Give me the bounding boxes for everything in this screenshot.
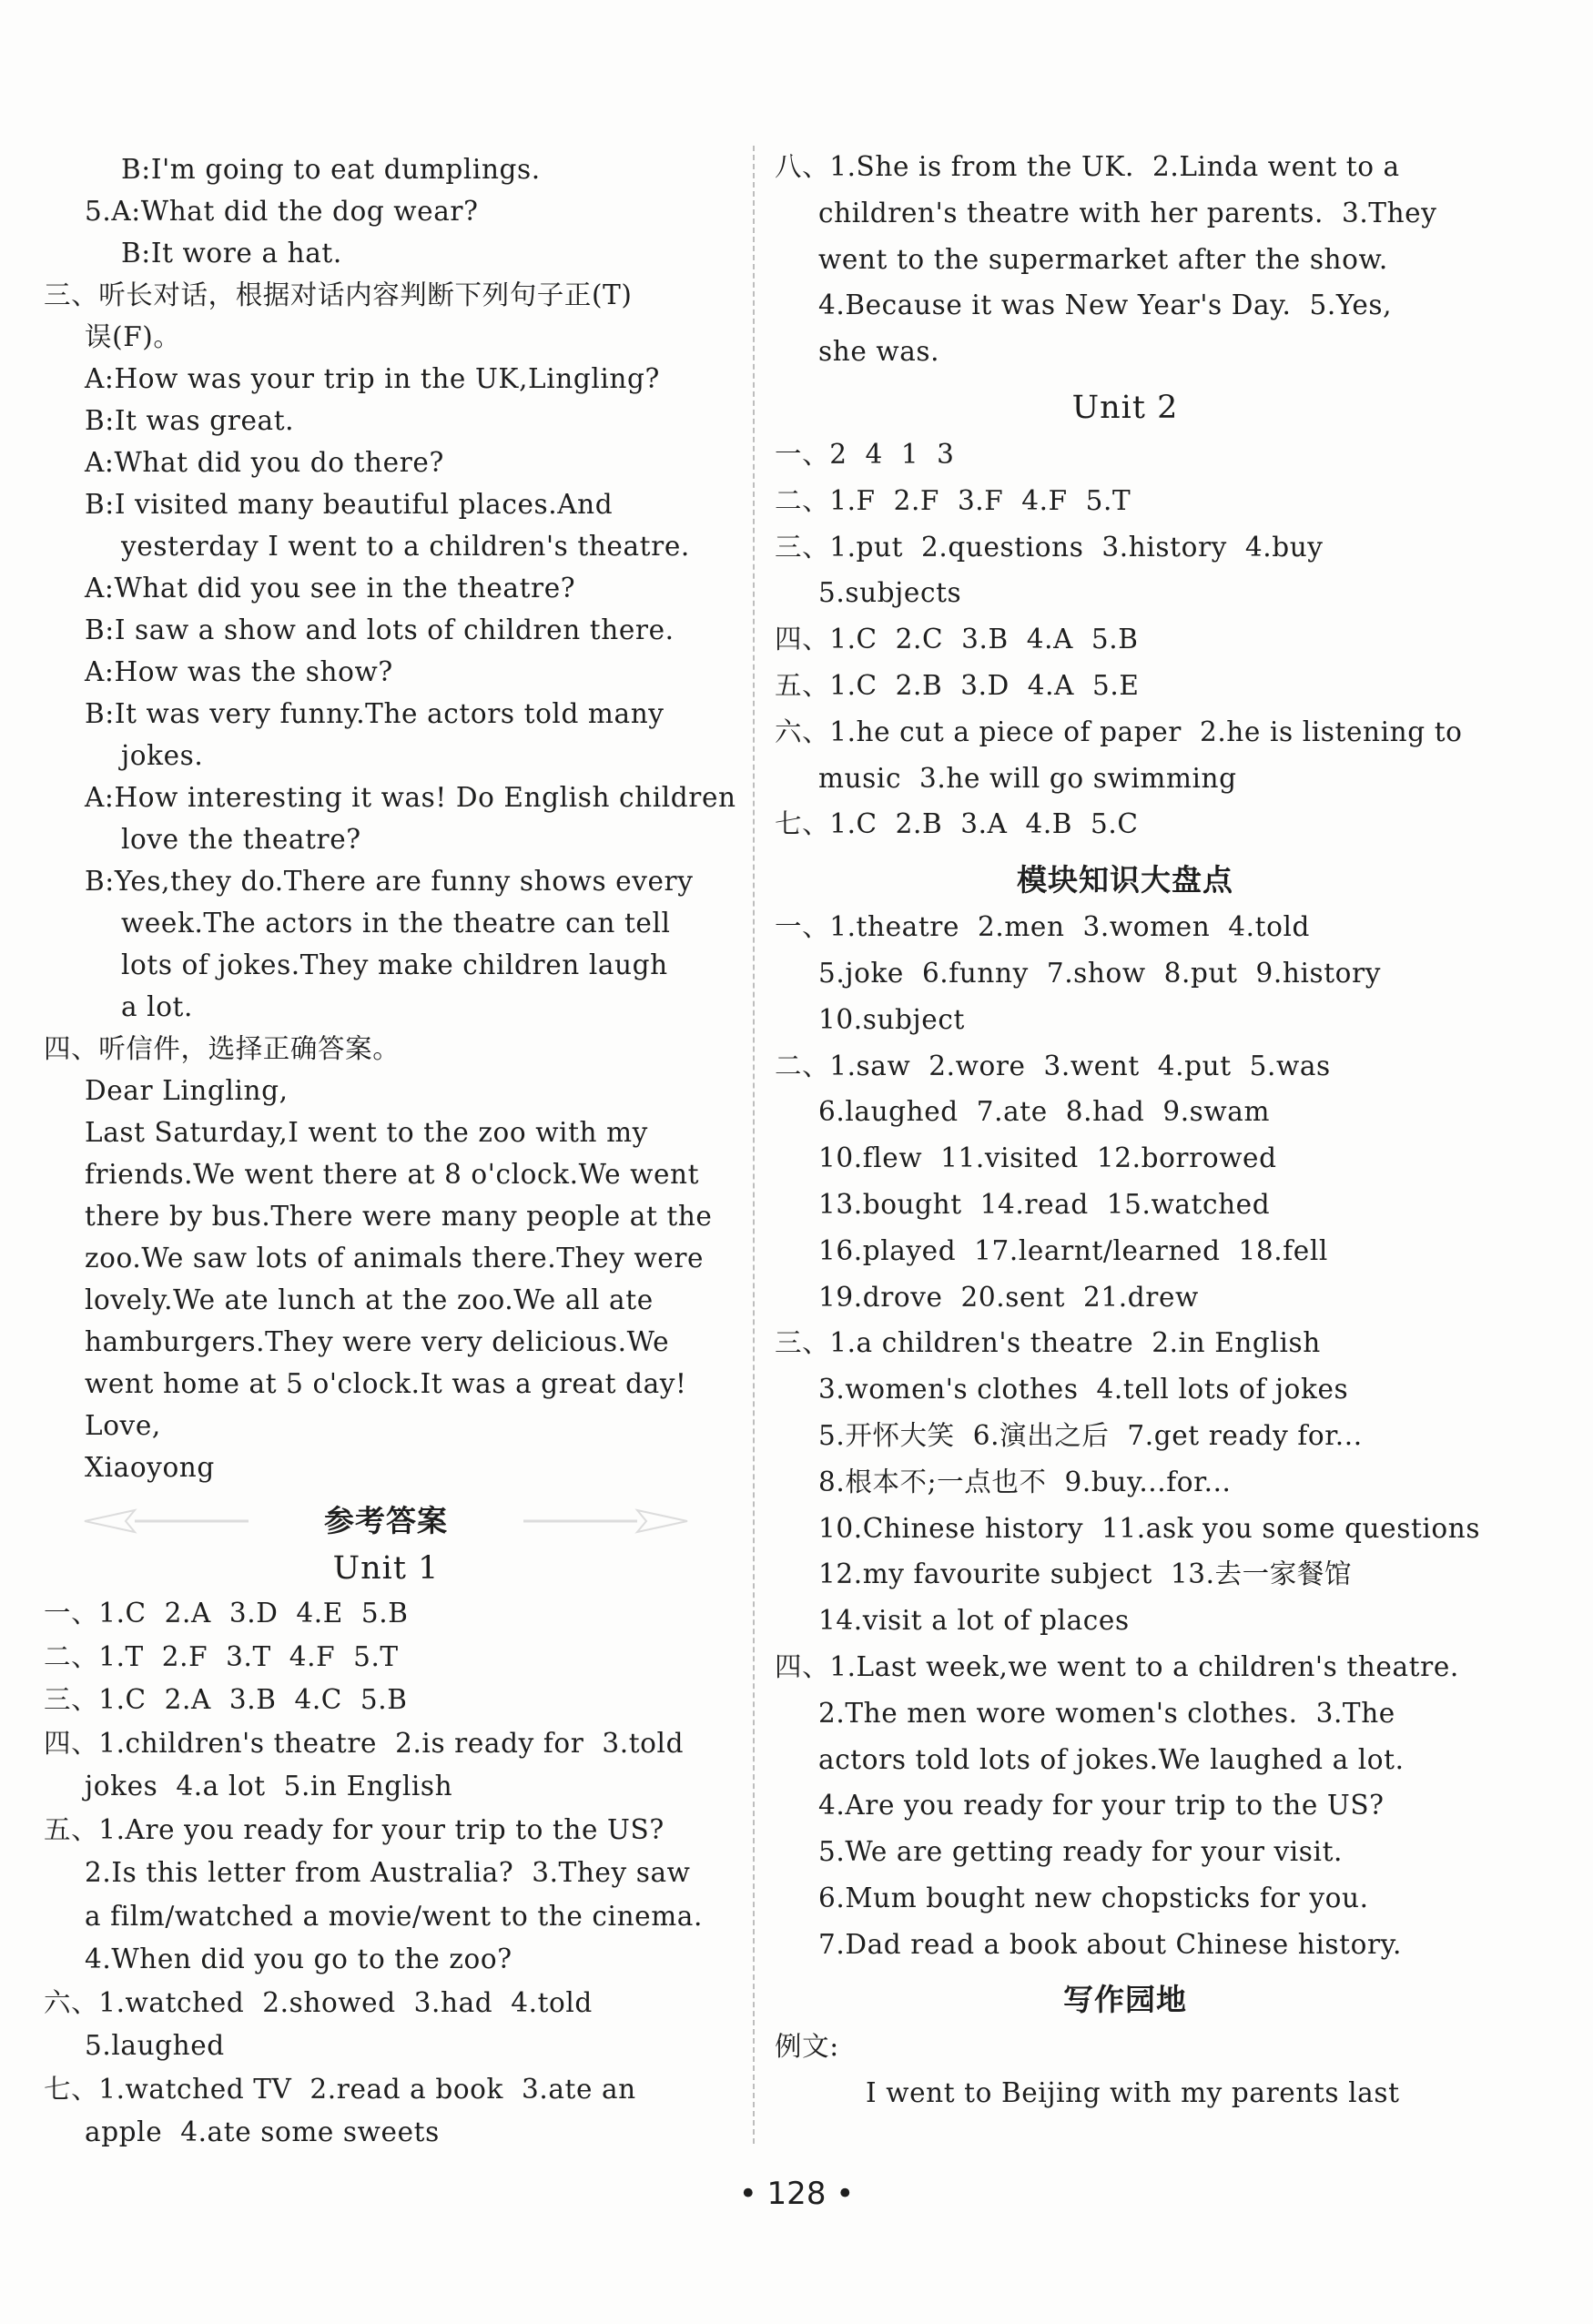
dialogue-line: A:How interesting it was! Do English children	[85, 782, 736, 813]
answer-line: 2.Is this letter from Australia? 3.They saw	[85, 1857, 691, 1888]
letter-line: there by bus.There were many people at the	[85, 1201, 713, 1232]
dialogue-line: a lot.	[121, 991, 193, 1022]
answer-line: 二、1.saw 2.wore 3.went 4.put 5.was	[775, 1050, 1331, 1081]
letter-line: hamburgers.They were very delicious.We	[85, 1326, 670, 1357]
dialogue-line: B:Yes,they do.There are funny shows every	[85, 866, 694, 897]
answer-line: a film/watched a movie/went to the cinema.	[85, 1900, 703, 1932]
answer-line: 5.subjects	[818, 577, 962, 609]
writing-section-title: 写作园地	[1063, 1982, 1187, 2018]
answer-line: 四、1.C 2.C 3.B 4.A 5.B	[775, 624, 1139, 655]
answer-line: 五、1.C 2.B 3.D 4.A 5.E	[775, 669, 1140, 701]
answer-line: jokes 4.a lot 5.in English	[85, 1771, 453, 1801]
letter-line: Dear Lingling,	[85, 1075, 289, 1106]
answer-line: 四、1.Last week,we went to a children's theatre.	[775, 1650, 1459, 1682]
sample-essay-label: 例文:	[775, 2031, 839, 2063]
answers-title: 参考答案	[44, 1497, 728, 1545]
letter-line: Xiaoyong	[85, 1452, 215, 1483]
answer-line: 5.We are getting ready for your visit.	[818, 1836, 1344, 1868]
answer-line: 三、1.put 2.questions 3.history 4.buy	[775, 531, 1324, 563]
left-column	[44, 148, 736, 2155]
letter-line: went home at 5 o'clock.It was a great day!	[85, 1368, 687, 1399]
answer-line: 5.laughed	[85, 2030, 225, 2061]
dialogue-line: week.The actors in the theatre can tell	[121, 908, 671, 939]
module-review-title: 模块知识大盘点	[1017, 862, 1233, 898]
section-heading-line: 四、听信件，选择正确答案。	[44, 1033, 401, 1064]
answer-line: 一、2 4 1 3	[775, 438, 955, 470]
answer-line: 七、1.C 2.B 3.A 4.B 5.C	[775, 808, 1139, 840]
letter-line: Last Saturday,I went to the zoo with my	[85, 1117, 648, 1148]
answer-line: 14.visit a lot of places	[818, 1605, 1130, 1637]
answer-line: 三、1.C 2.A 3.B 4.C 5.B	[44, 1684, 408, 1715]
answer-line: 10.subject	[818, 1003, 965, 1035]
unit1-title: Unit 1	[332, 1550, 440, 1587]
sample-essay-line: I went to Beijing with my parents last	[866, 2077, 1400, 2109]
page-number: • 128 •	[738, 2176, 855, 2212]
dialogue-line: jokes.	[121, 740, 204, 771]
letter-line: lovely.We ate lunch at the zoo.We all ate	[85, 1284, 654, 1315]
dialogue-line: A:How was the show?	[85, 656, 393, 687]
letter-line: Love,	[85, 1410, 161, 1441]
text-line: B:I'm going to eat dumplings.	[121, 154, 541, 185]
dialogue-line: love the theatre?	[121, 824, 361, 855]
answer-line: 3.women's clothes 4.tell lots of jokes	[818, 1374, 1349, 1406]
answer-line: 7.Dad read a book about Chinese history.	[818, 1928, 1402, 1960]
answer-line: 10.Chinese history 11.ask you some questions	[818, 1512, 1481, 1544]
answer-line: 6.Mum bought new chopsticks for you.	[818, 1882, 1369, 1913]
column-divider	[753, 146, 755, 2144]
answer-line: 4.Are you ready for your trip to the US?	[818, 1790, 1385, 1822]
answer-line: 19.drove 20.sent 21.drew	[818, 1281, 1199, 1313]
answer-line: 2.The men wore women's clothes. 3.The	[818, 1697, 1395, 1729]
answer-line: actors told lots of jokes.We laughed a lot.	[818, 1743, 1405, 1775]
dialogue-line: A:What did you do there?	[85, 447, 444, 478]
answer-line: 8.根本不;一点也不 9.buy...for...	[818, 1466, 1232, 1497]
answer-line: 一、1.theatre 2.men 3.women 4.told	[775, 911, 1310, 943]
answer-line: 五、1.Are you ready for your trip to the US?	[44, 1813, 665, 1845]
answer-line: 二、1.F 2.F 3.F 4.F 5.T	[775, 484, 1131, 516]
answer-line: 5.开怀大笑 6.演出之后 7.get ready for...	[818, 1419, 1363, 1451]
dialogue-line: A:How was your trip in the UK,Lingling?	[85, 363, 660, 394]
answer-line: apple 4.ate some sweets	[85, 2116, 440, 2147]
answer-line: 4.Because it was New Year's Day. 5.Yes,	[818, 289, 1393, 321]
answer-line: 六、1.he cut a piece of paper 2.he is listening to	[775, 715, 1463, 747]
right-ornament-icon	[519, 1503, 692, 1539]
dialogue-line: A:What did you see in the theatre?	[85, 573, 576, 604]
dialogue-line: B:It was very funny.The actors told many	[85, 698, 665, 729]
dialogue-line: B:It was great.	[85, 405, 295, 436]
answer-line: she was.	[818, 336, 940, 368]
right-column	[775, 144, 1481, 2116]
dialogue-line: B:I saw a show and lots of children there.	[85, 614, 675, 645]
answer-line: 一、1.C 2.A 3.D 4.E 5.B	[44, 1598, 409, 1629]
answer-line: 13.bought 14.read 15.watched	[818, 1188, 1271, 1220]
text-line: B:It wore a hat.	[121, 238, 342, 269]
answer-line: music 3.he will go swimming	[818, 762, 1237, 794]
answer-line: children's theatre with her parents. 3.They	[818, 197, 1437, 228]
dialogue-line: yesterday I went to a children's theatre.	[121, 531, 690, 562]
left-ornament-icon	[80, 1503, 253, 1539]
answer-line: 二、1.T 2.F 3.T 4.F 5.T	[44, 1640, 399, 1672]
answer-line: went to the supermarket after the show.	[818, 243, 1388, 275]
answer-line: 6.laughed 7.ate 8.had 9.swam	[818, 1096, 1271, 1128]
section-heading-line: 三、听长对话，根据对话内容判断下列句子正(T)	[44, 279, 633, 310]
dialogue-line: B:I visited many beautiful places.And	[85, 489, 614, 520]
unit2-title: Unit 2	[1071, 389, 1179, 426]
letter-line: zoo.We saw lots of animals there.They were	[85, 1243, 705, 1274]
answer-line: 六、1.watched 2.showed 3.had 4.told	[44, 1986, 593, 2018]
text-line: 5.A:What did the dog wear?	[85, 196, 479, 227]
answer-line: 10.flew 11.visited 12.borrowed	[818, 1142, 1277, 1174]
answer-line: 三、1.a children's theatre 2.in English	[775, 1327, 1321, 1359]
answer-line: 四、1.children's theatre 2.is ready for 3.told	[44, 1727, 685, 1759]
answer-line: 5.joke 6.funny 7.show 8.put 9.history	[818, 957, 1382, 989]
letter-line: friends.We went there at 8 o'clock.We went	[85, 1159, 700, 1190]
answer-line: 12.my favourite subject 13.去一家餐馆	[818, 1558, 1353, 1590]
answer-line: 八、1.She is from the UK. 2.Linda went to a	[775, 151, 1400, 182]
text-line: 误(F)。	[85, 321, 181, 352]
answer-line: 4.When did you go to the zoo?	[85, 1943, 512, 1974]
answer-line: 16.played 17.learnt/learned 18.fell	[818, 1234, 1328, 1266]
dialogue-line: lots of jokes.They make children laugh	[121, 949, 668, 980]
answer-line: 七、1.watched TV 2.read a book 3.ate an	[44, 2073, 636, 2105]
